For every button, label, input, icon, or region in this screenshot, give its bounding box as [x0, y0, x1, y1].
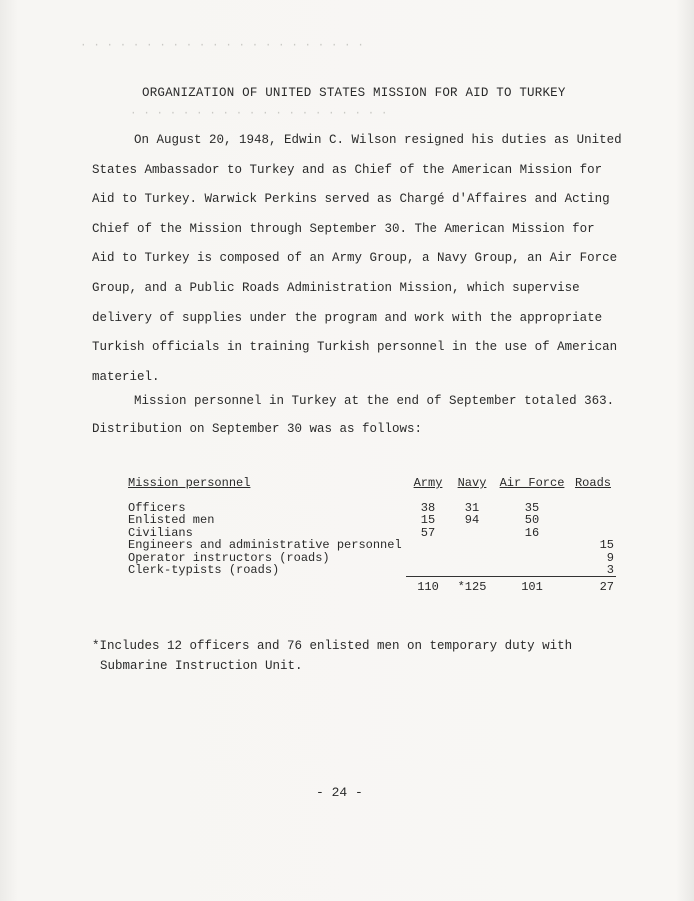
roads-cell: 15 — [599, 538, 614, 553]
page-number: - 24 - — [316, 785, 363, 800]
air-force-cell: 50 — [524, 513, 540, 528]
row-label: Officers — [128, 501, 186, 515]
army-cell — [406, 564, 450, 577]
air-force-total: 101 — [494, 577, 570, 594]
paragraph-mission-leadership — [92, 126, 622, 392]
text-line: On August 20, 1948, Edwin C. Wilson resigned his duties as United — [134, 133, 622, 147]
navy-total: *125 — [450, 577, 494, 594]
text-line: Turkish officials in training Turkish personnel in the use of American — [92, 340, 618, 355]
roads-cell — [570, 514, 616, 526]
text-line: materiel. — [92, 369, 160, 384]
row-label: Civilians — [128, 525, 193, 540]
column-header: Mission personnel — [128, 476, 251, 490]
navy-cell — [450, 539, 494, 551]
army-cell — [406, 552, 450, 564]
table-row — [128, 564, 616, 577]
army-cell: 57 — [420, 525, 436, 540]
text-line: States Ambassador to Turkey and as Chief of the American Mission for — [92, 162, 603, 177]
text-line: *Includes 12 officers and 76 enlisted men on temporary duty with — [92, 639, 573, 653]
navy-cell: 94 — [464, 513, 480, 528]
army-cell: 15 — [420, 513, 436, 528]
bleed-through-text: · · · · · · · · · · · · · · · · · · · · · · — [80, 40, 364, 52]
air-force-cell — [494, 539, 570, 551]
air-force-cell: 16 — [524, 525, 540, 540]
text-line: Submarine Instruction Unit. — [100, 659, 303, 673]
table-row — [128, 514, 616, 526]
document-title: ORGANIZATION OF UNITED STATES MISSION FOR AID TO TURKEY — [142, 86, 566, 100]
air-force-cell — [494, 552, 570, 564]
table-row — [128, 552, 616, 564]
text-line: Group, and a Public Roads Administration Mission, which supervise — [92, 280, 580, 295]
roads-total: 27 — [570, 577, 616, 594]
navy-cell: 31 — [464, 501, 480, 515]
air-force-cell: 35 — [524, 501, 540, 515]
roads-cell — [570, 502, 616, 514]
text-line: delivery of supplies under the program and work with the appropriate — [92, 310, 603, 325]
bleed-through-text: · · · · · · · · · · · · · · · · · · · · — [130, 108, 388, 120]
personnel-distribution-table — [128, 476, 616, 594]
totals-label-spacer — [128, 577, 406, 594]
column-header: Air Force — [499, 476, 565, 490]
navy-cell — [450, 527, 494, 539]
air-force-cell — [494, 564, 570, 577]
roads-cell: 3 — [606, 563, 614, 578]
navy-cell — [450, 552, 494, 564]
army-cell: 38 — [420, 501, 436, 515]
navy-cell — [450, 564, 494, 577]
text-line: Aid to Turkey. Warwick Perkins served as Chargé d'Affaires and Acting — [92, 192, 610, 207]
row-label: Operator instructors (roads) — [128, 550, 330, 565]
footnote — [92, 636, 612, 676]
row-label: Engineers and administrative personnel — [128, 538, 402, 553]
army-total: 110 — [406, 577, 450, 594]
text-line: Distribution on September 30 was as follows: — [92, 422, 423, 436]
paragraph-personnel-total — [92, 387, 622, 443]
text-line: Aid to Turkey is composed of an Army Group, a Navy Group, an Air Force — [92, 251, 618, 266]
text-line: Mission personnel in Turkey at the end of September totaled 363. — [134, 394, 615, 408]
column-header: Navy — [457, 476, 487, 490]
row-label: Clerk-typists (roads) — [128, 563, 280, 578]
totals-row — [128, 577, 616, 594]
column-header: Roads — [574, 476, 611, 490]
column-header: Army — [413, 476, 443, 490]
row-label: Enlisted men — [128, 513, 215, 528]
table-header-row — [128, 476, 616, 502]
text-line: Chief of the Mission through September 30. The American Mission for — [92, 221, 595, 236]
table-row — [128, 539, 616, 551]
army-cell — [406, 539, 450, 551]
roads-cell: 9 — [606, 550, 614, 565]
